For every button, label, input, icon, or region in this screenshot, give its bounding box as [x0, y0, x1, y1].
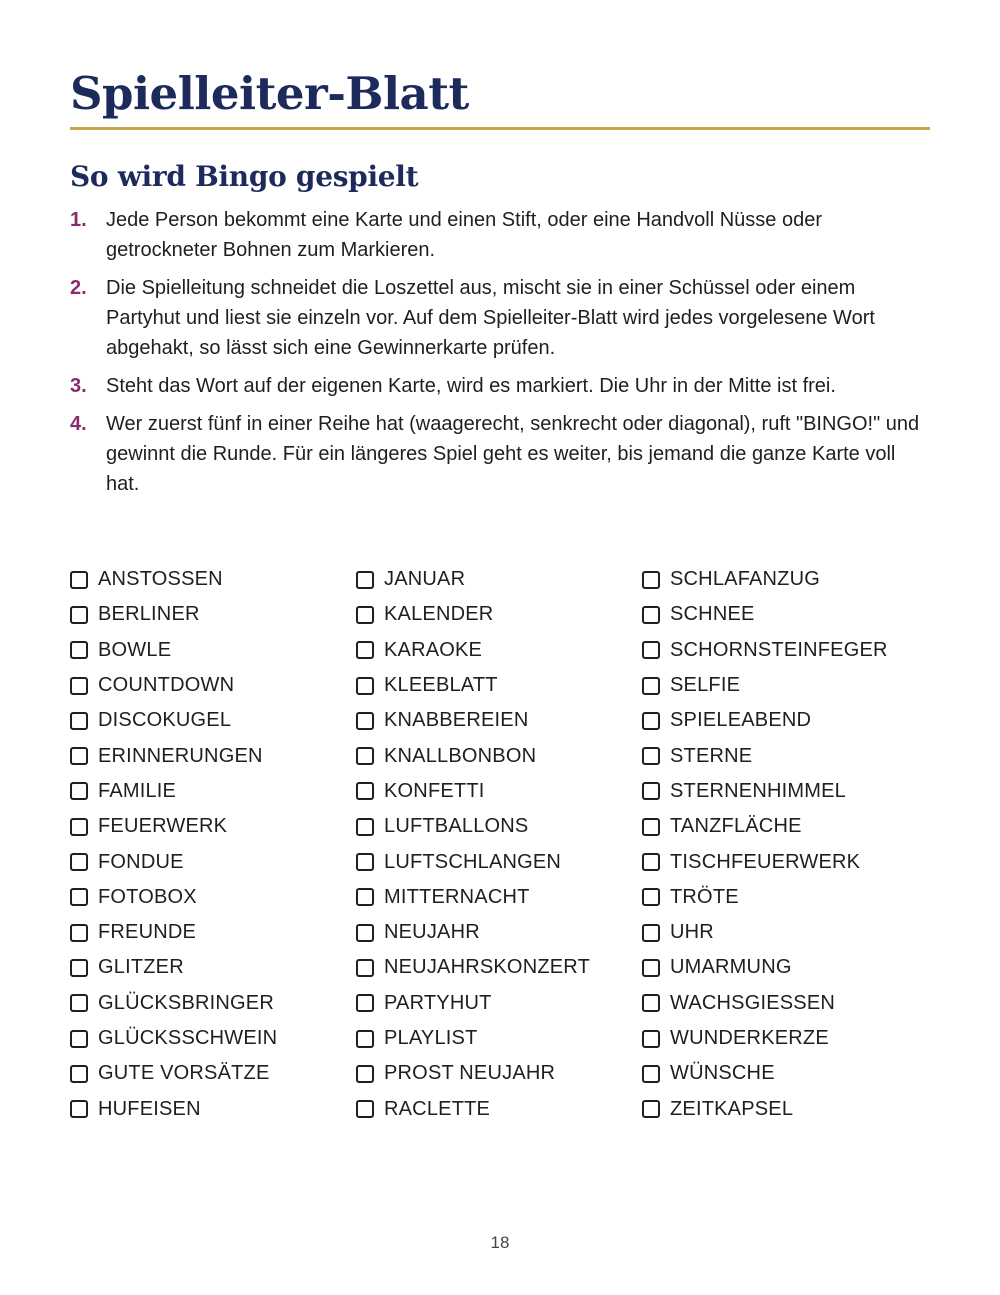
checklist-item[interactable] [356, 633, 642, 668]
checklist-word: DISCOKUGEL [98, 709, 232, 732]
step-text: Wer zuerst fünf in einer Reihe hat (waagerecht, senkrecht oder diagonal), ruft "BINGO!" und gewinnt die Runde. Für ein längeres Spiel geht es weiter, bis jemand die ganze Karte voll hat. [106, 413, 920, 495]
checklist-word: UHR [670, 921, 714, 944]
checklist-word: NEUJAHR [384, 921, 480, 944]
checklist-word: FONDUE [98, 850, 184, 873]
checkbox[interactable] [70, 606, 88, 624]
checkbox[interactable] [642, 1065, 660, 1083]
checkbox[interactable] [642, 1030, 660, 1048]
checkbox[interactable] [642, 712, 660, 730]
checklist-word: GLÜCKSSCHWEIN [98, 1027, 278, 1049]
checklist-item[interactable] [642, 1021, 928, 1056]
checklist-item[interactable] [356, 668, 642, 703]
checklist-word: SCHORNSTEINFEGER [670, 638, 888, 661]
step-number: 3. [70, 375, 87, 397]
checklist-word: NEUJAHRSKONZERT [384, 956, 590, 979]
checkbox[interactable] [70, 924, 88, 942]
checklist-item[interactable] [356, 1056, 642, 1091]
checkbox[interactable] [70, 1065, 88, 1083]
checklist-word: WUNDERKERZE [670, 1027, 829, 1049]
checklist-word: SCHLAFANZUG [670, 568, 821, 591]
checklist-word: TRÖTE [670, 885, 739, 908]
step-text: Jede Person bekommt eine Karte und einen Stift, oder eine Handvoll Nüsse oder getrockneter Bohnen zum Markieren. [106, 209, 822, 261]
word-checklist [70, 562, 930, 1127]
checklist-column [356, 562, 642, 1127]
checklist-word: MITTERNACHT [384, 885, 530, 908]
checklist-item[interactable] [642, 844, 928, 879]
checklist-item[interactable] [70, 950, 356, 985]
checklist-word: WÜNSCHE [670, 1062, 775, 1085]
checklist-item[interactable] [356, 986, 642, 1021]
checklist-item[interactable] [356, 1091, 642, 1126]
checklist-word: BERLINER [98, 603, 200, 626]
checklist-item[interactable] [356, 915, 642, 950]
checkbox[interactable] [356, 747, 374, 765]
checkbox[interactable] [642, 959, 660, 977]
checklist-item[interactable] [70, 774, 356, 809]
checklist-item[interactable] [642, 809, 928, 844]
checkbox[interactable] [356, 782, 374, 800]
checklist-item[interactable] [356, 703, 642, 738]
checklist-word: JANUAR [384, 568, 466, 591]
checkbox[interactable] [356, 1030, 374, 1048]
checklist-item[interactable] [70, 1056, 356, 1091]
checkbox[interactable] [356, 994, 374, 1012]
checkbox[interactable] [70, 571, 88, 589]
checkbox[interactable] [642, 606, 660, 624]
checklist-word: GLITZER [98, 956, 184, 979]
checkbox[interactable] [70, 853, 88, 871]
checklist-word: ERINNERUNGEN [98, 744, 263, 767]
checkbox[interactable] [356, 712, 374, 730]
page-title: Spielleiter-Blatt [70, 67, 469, 120]
checklist-item[interactable] [70, 738, 356, 773]
checklist-word: SELFIE [670, 674, 741, 697]
checklist-item[interactable] [70, 844, 356, 879]
step-text: Die Spielleitung schneidet die Loszettel aus, mischt sie in einer Schüssel oder einem Partyhut und liest sie einzeln vor. Auf dem Spielleiter-Blatt wird jedes vorgelesene Wort abgehakt, so lässt sich eine Gewinnerkarte prüfen. [106, 277, 875, 359]
checkbox[interactable] [642, 782, 660, 800]
checklist-item[interactable] [642, 668, 928, 703]
checklist-column [642, 562, 928, 1127]
checklist-item[interactable] [356, 809, 642, 844]
checkbox[interactable] [70, 747, 88, 765]
checklist-word: PLAYLIST [384, 1027, 478, 1049]
checklist-item[interactable] [70, 1021, 356, 1056]
checklist-item[interactable] [642, 915, 928, 950]
checklist-word: WACHSGIESSEN [670, 991, 836, 1014]
checklist-item[interactable] [356, 597, 642, 632]
checklist-column [70, 562, 356, 1127]
checklist-item[interactable] [70, 633, 356, 668]
title-divider [70, 127, 930, 130]
checkbox[interactable] [642, 571, 660, 589]
checkbox[interactable] [356, 924, 374, 942]
checklist-word: KONFETTI [384, 779, 485, 802]
checklist-word: RACLETTE [384, 1097, 491, 1120]
checklist-word: PARTYHUT [384, 991, 492, 1014]
checklist-word: KLEEBLATT [384, 674, 498, 697]
checklist-item[interactable] [642, 738, 928, 773]
checkbox[interactable] [70, 677, 88, 695]
checklist-item[interactable] [70, 915, 356, 950]
section-title: So wird Bingo gespielt [70, 160, 419, 193]
instruction-step [70, 205, 930, 265]
checklist-item[interactable] [642, 633, 928, 668]
checklist-word: TISCHFEUERWERK [670, 850, 861, 873]
checkbox[interactable] [356, 571, 374, 589]
checkbox[interactable] [642, 994, 660, 1012]
checkbox[interactable] [356, 818, 374, 836]
step-number: 2. [70, 277, 87, 299]
checklist-item[interactable] [642, 703, 928, 738]
step-number: 1. [70, 209, 87, 231]
checklist-word: STERNE [670, 744, 753, 767]
checkbox[interactable] [356, 888, 374, 906]
checklist-item[interactable] [642, 950, 928, 985]
checklist-item[interactable] [642, 1056, 928, 1091]
checkbox[interactable] [356, 677, 374, 695]
checklist-item[interactable] [70, 809, 356, 844]
checkbox[interactable] [356, 641, 374, 659]
checklist-word: FREUNDE [98, 921, 197, 944]
checkbox[interactable] [642, 924, 660, 942]
checklist-word: PROST NEUJAHR [384, 1062, 556, 1085]
checklist-item[interactable] [356, 738, 642, 773]
checklist-word: KALENDER [384, 603, 494, 626]
checklist-item[interactable] [642, 880, 928, 915]
checklist-item[interactable] [70, 668, 356, 703]
checkbox[interactable] [356, 853, 374, 871]
checklist-word: GLÜCKSBRINGER [98, 991, 274, 1014]
checklist-item[interactable] [642, 986, 928, 1021]
checklist-word: SPIELEABEND [670, 709, 812, 732]
checklist-item[interactable] [642, 597, 928, 632]
checklist-word: KNALLBONBON [384, 744, 537, 767]
checklist-item[interactable] [356, 562, 642, 597]
checklist-item[interactable] [70, 703, 356, 738]
checkbox[interactable] [642, 888, 660, 906]
checklist-item[interactable] [70, 562, 356, 597]
checkbox[interactable] [356, 606, 374, 624]
checklist-word: ANSTOSSEN [98, 568, 223, 591]
checklist-item[interactable] [642, 774, 928, 809]
checkbox[interactable] [642, 1100, 660, 1118]
checklist-item[interactable] [70, 1091, 356, 1126]
checklist-word: FOTOBOX [98, 885, 197, 908]
checklist-word: SCHNEE [670, 603, 755, 626]
checklist-word: STERNENHIMMEL [670, 779, 846, 802]
checkbox[interactable] [70, 888, 88, 906]
checklist-word: FAMILIE [98, 779, 177, 802]
checklist-item[interactable] [356, 844, 642, 879]
checklist-item[interactable] [642, 1091, 928, 1126]
step-number: 4. [70, 413, 87, 435]
checkbox[interactable] [642, 853, 660, 871]
instruction-step [70, 409, 930, 499]
page-number: 18 [490, 1233, 510, 1252]
checklist-item[interactable] [70, 597, 356, 632]
checkbox[interactable] [70, 712, 88, 730]
checklist-word: UMARMUNG [670, 956, 792, 979]
checklist-item[interactable] [642, 562, 928, 597]
checkbox[interactable] [642, 818, 660, 836]
checkbox[interactable] [356, 959, 374, 977]
checklist-word: KARAOKE [384, 638, 483, 661]
checklist-item[interactable] [70, 986, 356, 1021]
checklist-word: FEUERWERK [98, 815, 228, 838]
checklist-item[interactable] [356, 1021, 642, 1056]
checkbox[interactable] [70, 1030, 88, 1048]
checklist-word: LUFTBALLONS [384, 815, 529, 838]
checklist-item[interactable] [356, 950, 642, 985]
checklist-word: LUFTSCHLANGEN [384, 850, 562, 873]
checkbox[interactable] [70, 994, 88, 1012]
checkbox[interactable] [70, 959, 88, 977]
checkbox[interactable] [70, 782, 88, 800]
checklist-word: ZEITKAPSEL [670, 1097, 794, 1120]
instruction-step [70, 371, 930, 401]
checklist-word: COUNTDOWN [98, 674, 235, 697]
checkbox[interactable] [70, 818, 88, 836]
checklist-word: HUFEISEN [98, 1097, 201, 1120]
instruction-step [70, 273, 930, 363]
checkbox[interactable] [642, 677, 660, 695]
checkbox[interactable] [356, 1065, 374, 1083]
checklist-word: KNABBEREIEN [384, 709, 529, 732]
checkbox[interactable] [70, 1100, 88, 1118]
checklist-word: TANZFLÄCHE [670, 815, 802, 838]
checklist-word: BOWLE [98, 638, 172, 661]
step-text: Steht das Wort auf der eigenen Karte, wird es markiert. Die Uhr in der Mitte ist frei. [106, 375, 836, 397]
checkbox[interactable] [70, 641, 88, 659]
checkbox[interactable] [356, 1100, 374, 1118]
checkbox[interactable] [642, 641, 660, 659]
instructions-list [70, 205, 930, 507]
checklist-word: GUTE VORSÄTZE [98, 1062, 270, 1085]
checkbox[interactable] [642, 747, 660, 765]
checklist-item[interactable] [356, 774, 642, 809]
checklist-item[interactable] [356, 880, 642, 915]
checklist-item[interactable] [70, 880, 356, 915]
